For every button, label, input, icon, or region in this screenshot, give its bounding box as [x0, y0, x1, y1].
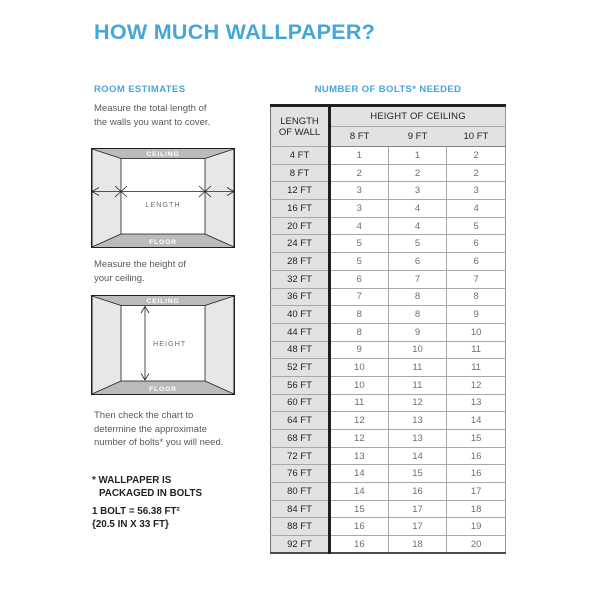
table-row: [271, 341, 506, 359]
bolts-value-cell: 10: [447, 323, 506, 341]
wall-length-cell: 36 FT: [271, 288, 330, 306]
bolts-value-cell: 16: [447, 465, 506, 483]
bolts-value-cell: 2: [388, 164, 447, 182]
wall-length-cell: 16 FT: [271, 200, 330, 218]
bolts-value-cell: 8: [388, 288, 447, 306]
text-line: * WALLPAPER IS: [92, 475, 172, 486]
table-row: [271, 447, 506, 465]
bolts-value-cell: 15: [388, 465, 447, 483]
bolts-value-cell: 10: [330, 359, 389, 377]
bolts-value-cell: 11: [447, 341, 506, 359]
table-row: [271, 376, 506, 394]
text-line: the walls you want to cover.: [94, 116, 211, 128]
table-row: [271, 483, 506, 501]
wall-length-cell: 68 FT: [271, 430, 330, 448]
bolts-value-cell: 3: [330, 182, 389, 200]
wall-length-cell: 12 FT: [271, 182, 330, 200]
instruction-length: [94, 102, 210, 129]
wall-length-cell: 56 FT: [271, 376, 330, 394]
table-row: [271, 518, 506, 536]
height-label: HEIGHT: [153, 339, 187, 348]
height-diagram: [91, 295, 235, 395]
table-row: [271, 182, 506, 200]
length-of-wall-header: [271, 106, 330, 147]
bolts-value-cell: 6: [388, 253, 447, 271]
wall-length-cell: 72 FT: [271, 447, 330, 465]
text-line: {20.5 IN X 33 FT}: [92, 519, 169, 530]
length-label: LENGTH: [145, 200, 181, 209]
bolts-value-cell: 16: [388, 483, 447, 501]
wall-length-cell: 24 FT: [271, 235, 330, 253]
bolts-value-cell: 13: [330, 447, 389, 465]
bolts-value-cell: 4: [388, 217, 447, 235]
page-title: HOW MUCH WALLPAPER?: [94, 20, 376, 44]
bolts-value-cell: 18: [388, 536, 447, 554]
bolts-value-cell: 5: [388, 235, 447, 253]
wall-length-cell: 60 FT: [271, 394, 330, 412]
bolts-value-cell: 13: [388, 412, 447, 430]
table-row: [271, 465, 506, 483]
footnote-bolt-size: [92, 505, 180, 531]
table-row: [271, 394, 506, 412]
bolts-value-cell: 5: [330, 253, 389, 271]
wall-length-cell: 40 FT: [271, 306, 330, 324]
bolts-value-cell: 13: [447, 394, 506, 412]
wall-length-cell: 88 FT: [271, 518, 330, 536]
bolts-value-cell: 15: [330, 500, 389, 518]
table-row: [271, 306, 506, 324]
bolts-value-cell: 8: [388, 306, 447, 324]
text-line: determine the approximate: [94, 423, 208, 435]
wall-length-cell: 8 FT: [271, 164, 330, 182]
table-row: [271, 235, 506, 253]
bolts-value-cell: 17: [388, 500, 447, 518]
bolts-value-cell: 3: [330, 200, 389, 218]
bolts-value-cell: 13: [388, 430, 447, 448]
table-row: [271, 359, 506, 377]
wall-length-cell: 28 FT: [271, 253, 330, 271]
bolts-value-cell: 3: [447, 182, 506, 200]
bolts-value-cell: 2: [330, 164, 389, 182]
room-estimates-heading: ROOM ESTIMATES: [94, 84, 186, 95]
bolts-value-cell: 15: [447, 430, 506, 448]
wall-length-cell: 64 FT: [271, 412, 330, 430]
text-line: Measure the height of: [94, 259, 186, 270]
text-line: LENGTH: [280, 115, 319, 127]
bolts-value-cell: 9: [388, 323, 447, 341]
bolts-value-cell: 10: [330, 376, 389, 394]
bolts-value-cell: 12: [330, 412, 389, 430]
bolts-value-cell: 12: [447, 376, 506, 394]
bolts-value-cell: 14: [330, 465, 389, 483]
text-line: PACKAGED IN BOLTS: [99, 488, 203, 499]
text-line: Then check the chart to: [94, 410, 194, 421]
bolts-value-cell: 19: [447, 518, 506, 536]
bolts-value-cell: 5: [330, 235, 389, 253]
wall-length-cell: 92 FT: [271, 536, 330, 554]
floor-label: FLOOR: [149, 239, 177, 246]
bolts-value-cell: 9: [330, 341, 389, 359]
column-header-9ft: 9 FT: [388, 127, 447, 147]
table-row: [271, 164, 506, 182]
wall-length-cell: 76 FT: [271, 465, 330, 483]
bolts-value-cell: 14: [388, 447, 447, 465]
bolts-value-cell: 9: [447, 306, 506, 324]
wall-length-cell: 80 FT: [271, 483, 330, 501]
wall-length-cell: 44 FT: [271, 323, 330, 341]
bolts-value-cell: 18: [447, 500, 506, 518]
wall-length-cell: 52 FT: [271, 359, 330, 377]
bolts-value-cell: 6: [447, 235, 506, 253]
back-wall: [121, 159, 205, 235]
bolts-value-cell: 6: [330, 270, 389, 288]
instruction-chart: [94, 409, 223, 450]
bolts-value-cell: 2: [447, 147, 506, 165]
text-line: 1 BOLT = 56.38 FT²: [92, 506, 180, 517]
bolts-value-cell: 12: [388, 394, 447, 412]
bolts-value-cell: 4: [447, 200, 506, 218]
bolts-table-body: [271, 147, 506, 554]
bolts-value-cell: 7: [388, 270, 447, 288]
table-row: [271, 500, 506, 518]
bolts-value-cell: 4: [330, 217, 389, 235]
table-row: [271, 323, 506, 341]
table-row: [271, 147, 506, 165]
table-row: [271, 200, 506, 218]
text-line: Measure the total length of: [94, 103, 207, 114]
text-line: OF WALL: [278, 126, 321, 138]
table-row: [271, 430, 506, 448]
bolts-table: [270, 104, 506, 554]
length-diagram: [91, 148, 235, 248]
bolts-value-cell: 7: [447, 270, 506, 288]
table-row: [271, 217, 506, 235]
column-header-10ft: 10 FT: [447, 127, 506, 147]
bolts-value-cell: 17: [388, 518, 447, 536]
bolts-table-section: [270, 104, 506, 554]
bolts-value-cell: 16: [447, 447, 506, 465]
bolts-value-cell: 11: [388, 359, 447, 377]
bolts-value-cell: 7: [330, 288, 389, 306]
wall-length-cell: 84 FT: [271, 500, 330, 518]
text-line: your ceiling.: [94, 272, 145, 284]
bolts-value-cell: 14: [447, 412, 506, 430]
bolts-value-cell: 3: [388, 182, 447, 200]
bolts-value-cell: 11: [388, 376, 447, 394]
ceiling-label: CEILING: [146, 298, 180, 306]
table-row: [271, 270, 506, 288]
bolts-value-cell: 2: [447, 164, 506, 182]
bolts-value-cell: 17: [447, 483, 506, 501]
bolts-value-cell: 5: [447, 217, 506, 235]
floor-label: FLOOR: [149, 386, 177, 393]
bolts-value-cell: 8: [330, 323, 389, 341]
wall-length-cell: 32 FT: [271, 270, 330, 288]
table-row: [271, 288, 506, 306]
bolts-value-cell: 1: [330, 147, 389, 165]
bolts-value-cell: 8: [447, 288, 506, 306]
bolts-value-cell: 11: [330, 394, 389, 412]
column-header-8ft: 8 FT: [330, 127, 389, 147]
bolts-value-cell: 16: [330, 518, 389, 536]
bolts-value-cell: 10: [388, 341, 447, 359]
text-line: number of bolts* you will need.: [94, 437, 224, 448]
bolts-needed-heading: NUMBER OF BOLTS* NEEDED: [314, 84, 462, 95]
ceiling-label: CEILING: [146, 151, 180, 159]
table-row: [271, 253, 506, 271]
height-of-ceiling-header: HEIGHT OF CEILING: [330, 106, 506, 127]
wall-length-cell: 48 FT: [271, 341, 330, 359]
wall-length-cell: 20 FT: [271, 217, 330, 235]
bolts-value-cell: 1: [388, 147, 447, 165]
bolts-value-cell: 6: [447, 253, 506, 271]
bolts-value-cell: 4: [388, 200, 447, 218]
bolts-value-cell: 14: [330, 483, 389, 501]
table-header-row: [271, 106, 506, 127]
instruction-height: [94, 258, 186, 285]
footnote-packaging: [92, 474, 202, 500]
table-row: [271, 536, 506, 554]
table-row: [271, 412, 506, 430]
bolts-value-cell: 11: [447, 359, 506, 377]
bolts-value-cell: 20: [447, 536, 506, 554]
wall-length-cell: 4 FT: [271, 147, 330, 165]
bolts-value-cell: 16: [330, 536, 389, 554]
bolts-value-cell: 12: [330, 430, 389, 448]
bolts-value-cell: 8: [330, 306, 389, 324]
